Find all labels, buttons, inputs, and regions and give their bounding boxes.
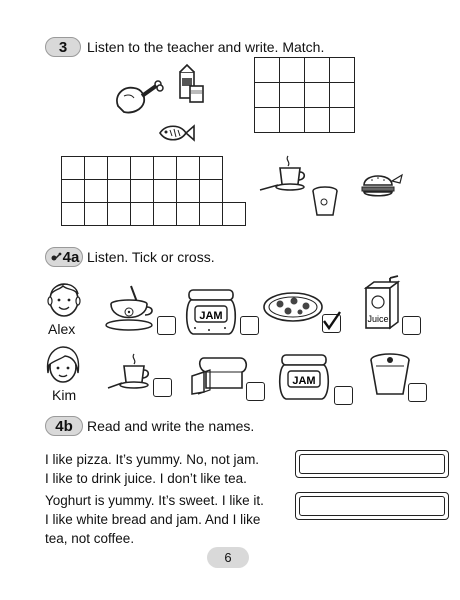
grid-cell[interactable]	[131, 203, 154, 226]
grid-cell[interactable]	[85, 157, 108, 180]
tea-cup-picture	[103, 284, 157, 334]
grid-cell[interactable]	[255, 58, 280, 83]
grid-cell[interactable]	[154, 203, 177, 226]
grid-cell[interactable]	[330, 83, 355, 108]
grid-cell[interactable]	[108, 157, 131, 180]
tick-box-kim-coffee[interactable]	[153, 378, 172, 397]
grid-cell[interactable]	[223, 203, 246, 226]
text-line: tea, not coffee.	[45, 531, 135, 546]
coffee-cup-picture	[258, 152, 308, 194]
grid-cell[interactable]	[108, 203, 131, 226]
yoghurt-picture	[368, 352, 412, 398]
alex-face-icon	[45, 276, 83, 320]
grid-cell[interactable]	[305, 108, 330, 133]
grid-cell[interactable]	[280, 108, 305, 133]
answer-box-2[interactable]	[295, 492, 449, 520]
bread-picture	[190, 352, 250, 396]
page-number: 6	[207, 547, 249, 568]
grid-cell[interactable]	[330, 58, 355, 83]
text-line: Yoghurt is yummy. It’s sweet. I like it.	[45, 493, 264, 508]
text-line: I like to drink juice. I don’t like tea.	[45, 471, 247, 486]
grid-cell[interactable]	[62, 180, 85, 203]
hamburger-picture	[358, 169, 404, 201]
grid-cell[interactable]	[62, 157, 85, 180]
svg-text:Juice: Juice	[367, 314, 389, 324]
fish-picture	[156, 122, 196, 144]
name-label-kim: Kim	[52, 387, 77, 403]
jam-jar-picture	[185, 288, 237, 338]
grid-cell[interactable]	[280, 58, 305, 83]
grid-cell[interactable]	[85, 180, 108, 203]
tick-mark	[320, 309, 344, 333]
grid-cell[interactable]	[200, 180, 223, 203]
milk-and-juice-picture	[174, 62, 210, 106]
tick-box-alex-juice[interactable]	[402, 316, 421, 335]
grid-cell[interactable]	[200, 157, 223, 180]
yoghurt-picture	[311, 185, 339, 219]
exercise-3-instruction: Listen to the teacher and write. Match.	[87, 39, 325, 55]
answer-box-1[interactable]	[295, 450, 449, 478]
grid-cell[interactable]	[131, 157, 154, 180]
pizza-picture	[262, 290, 324, 324]
tick-box-alex-tea[interactable]	[157, 316, 176, 335]
tick-box-kim-yoghurt[interactable]	[408, 383, 427, 402]
grid-cell[interactable]	[108, 180, 131, 203]
grid-cell[interactable]	[255, 108, 280, 133]
audio-icon	[50, 252, 62, 262]
text-line: I like white bread and jam. And I like	[45, 512, 261, 527]
tick-box-kim-jam[interactable]	[334, 386, 353, 405]
svg-text:JAM: JAM	[292, 375, 316, 387]
exercise-3-badge: 3	[45, 37, 81, 57]
jam-jar-picture	[278, 353, 330, 403]
grid-cell[interactable]	[177, 203, 200, 226]
grid-cell[interactable]	[255, 83, 280, 108]
chicken-leg-picture	[112, 78, 166, 120]
grid-cell[interactable]	[177, 157, 200, 180]
tick-box-alex-jam[interactable]	[240, 316, 259, 335]
grid-cell[interactable]	[131, 180, 154, 203]
grid-cell[interactable]	[200, 203, 223, 226]
name-label-alex: Alex	[48, 321, 76, 337]
coffee-cup-picture	[108, 352, 154, 394]
answer-grid-bottom[interactable]	[61, 156, 246, 226]
grid-cell[interactable]	[177, 180, 200, 203]
exercise-4b-instruction: Read and write the names.	[87, 418, 255, 434]
tick-box-kim-bread[interactable]	[246, 382, 265, 401]
grid-cell[interactable]	[154, 180, 177, 203]
svg-text:JAM: JAM	[199, 310, 223, 322]
text-line: I like pizza. It’s yummy. No, not jam.	[45, 452, 260, 467]
text-paragraph-1	[45, 450, 259, 488]
exercise-4a-badge: 4a	[45, 247, 83, 267]
text-paragraph-2	[45, 491, 264, 548]
grid-cell[interactable]	[305, 83, 330, 108]
grid-cell[interactable]	[305, 58, 330, 83]
grid-cell[interactable]	[280, 83, 305, 108]
kim-face-icon	[43, 343, 83, 389]
juice-box-picture	[360, 276, 404, 332]
exercise-4a-instruction: Listen. Tick or cross.	[87, 249, 215, 265]
grid-cell[interactable]	[154, 157, 177, 180]
exercise-4b-badge: 4b	[45, 416, 83, 436]
grid-cell[interactable]	[330, 108, 355, 133]
grid-cell[interactable]	[62, 203, 85, 226]
grid-cell[interactable]	[85, 203, 108, 226]
answer-grid-top[interactable]	[254, 57, 355, 133]
